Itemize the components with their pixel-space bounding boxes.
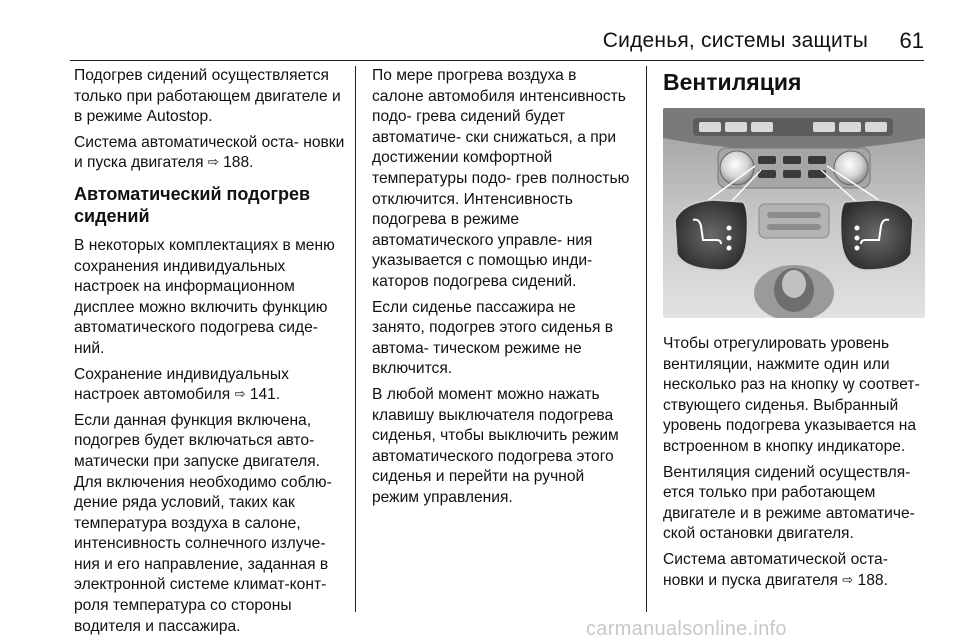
- page-reference[interactable]: [842, 572, 888, 589]
- paragraph-with-ref: [663, 550, 928, 591]
- page-reference[interactable]: [208, 154, 254, 171]
- paragraph-text: Система автоматической оста‐ новки и пуска двигателя: [74, 133, 345, 172]
- seat-ventilation-icon: ꝡ: [842, 376, 855, 394]
- page-ref-arrow-icon: ⇨: [207, 154, 219, 170]
- seat-ventilation-control-photo: [663, 108, 925, 318]
- page-header-title: Сиденья, системы защиты: [602, 29, 868, 52]
- paragraph-with-ref: [74, 133, 346, 174]
- paragraph: По мере прогрева воздуха в салоне автомобиля интенсивность подо‐ грева сидений будет автоматиче‐ ски снижаться, а при достижении комфортной температуры подо‐ грев полностью отключится. Интенсивность подогрева в режиме автоматического управле‐ ния указывается с помощью инди‐ каторов подогрева сидений.: [372, 67, 630, 290]
- column-2: [372, 66, 632, 513]
- section-heading-ventilation: Вентиляция: [663, 69, 802, 95]
- column-divider-1: [355, 66, 356, 612]
- paragraph: В любой момент можно нажать клавишу выключателя подогрева сиденья, чтобы выключить режим автоматического подогрева этого сиденья и перейти на ручной режим управления.: [372, 385, 619, 506]
- paragraph: Вентиляция сидений осуществля‐ ется только при работающем двигателе и в режиме автоматиче‐ ской остановки двигателя.: [663, 463, 915, 543]
- paragraph-text: Система автоматической оста‐ новки и пуска двигателя: [663, 550, 888, 589]
- paragraph-text: Чтобы отрегулировать уровень вентиляции, нажмите один или несколько раз на кнопку: [663, 335, 890, 394]
- paragraph-with-ref: [74, 365, 346, 406]
- page-ref-number: 188.: [223, 154, 254, 172]
- watermark: carmanualsonline.info: [586, 618, 787, 640]
- page-ref-number: 141.: [249, 386, 281, 404]
- paragraph: Подогрев сидений осуществляется только при работающем двигателе и в режиме Autostop.: [74, 67, 341, 126]
- section-heading: Автоматический подогрев сидений: [74, 183, 311, 226]
- paragraph-text: Сохранение индивидуальных настроек автомобиля: [74, 365, 289, 404]
- paragraph-text: соответ‐ ствующего сиденья. Выбранный уровень подогрева указывается на встроенном в кнопку индикаторе.: [663, 376, 920, 455]
- column-divider-2: [646, 66, 647, 612]
- column-3: [663, 66, 928, 596]
- page-number: 61: [899, 28, 924, 53]
- page-ref-arrow-icon: ⇨: [234, 386, 246, 402]
- page-reference[interactable]: [235, 386, 281, 403]
- column-1: [74, 66, 346, 642]
- paragraph: Если данная функция включена, подогрев будет включаться авто‐ матически при запуске двигателя. Для включения необходимо соблю‐ дение ряда условий, таких как температура воздуха в салоне, интенсивность солнечного излуче‐ ния и его направление, заданная в электронной системе климат-конт‐ роля температура со стороны водителя и пассажира.: [74, 411, 332, 635]
- paragraph: В некоторых комплектациях в меню сохранения индивидуальных настроек на информационном дисплее можно включить функцию автоматического подогрева сиде‐ ний.: [74, 236, 335, 357]
- page-ref-number: 188.: [857, 571, 888, 589]
- paragraph: Если сиденье пассажира не занято, подогрев этого сиденья в автома‐ тическом режиме не включится.: [372, 298, 614, 378]
- page-ref-arrow-icon: ⇨: [842, 571, 854, 587]
- paragraph-with-icon: [663, 334, 928, 458]
- header-rule: [70, 60, 924, 61]
